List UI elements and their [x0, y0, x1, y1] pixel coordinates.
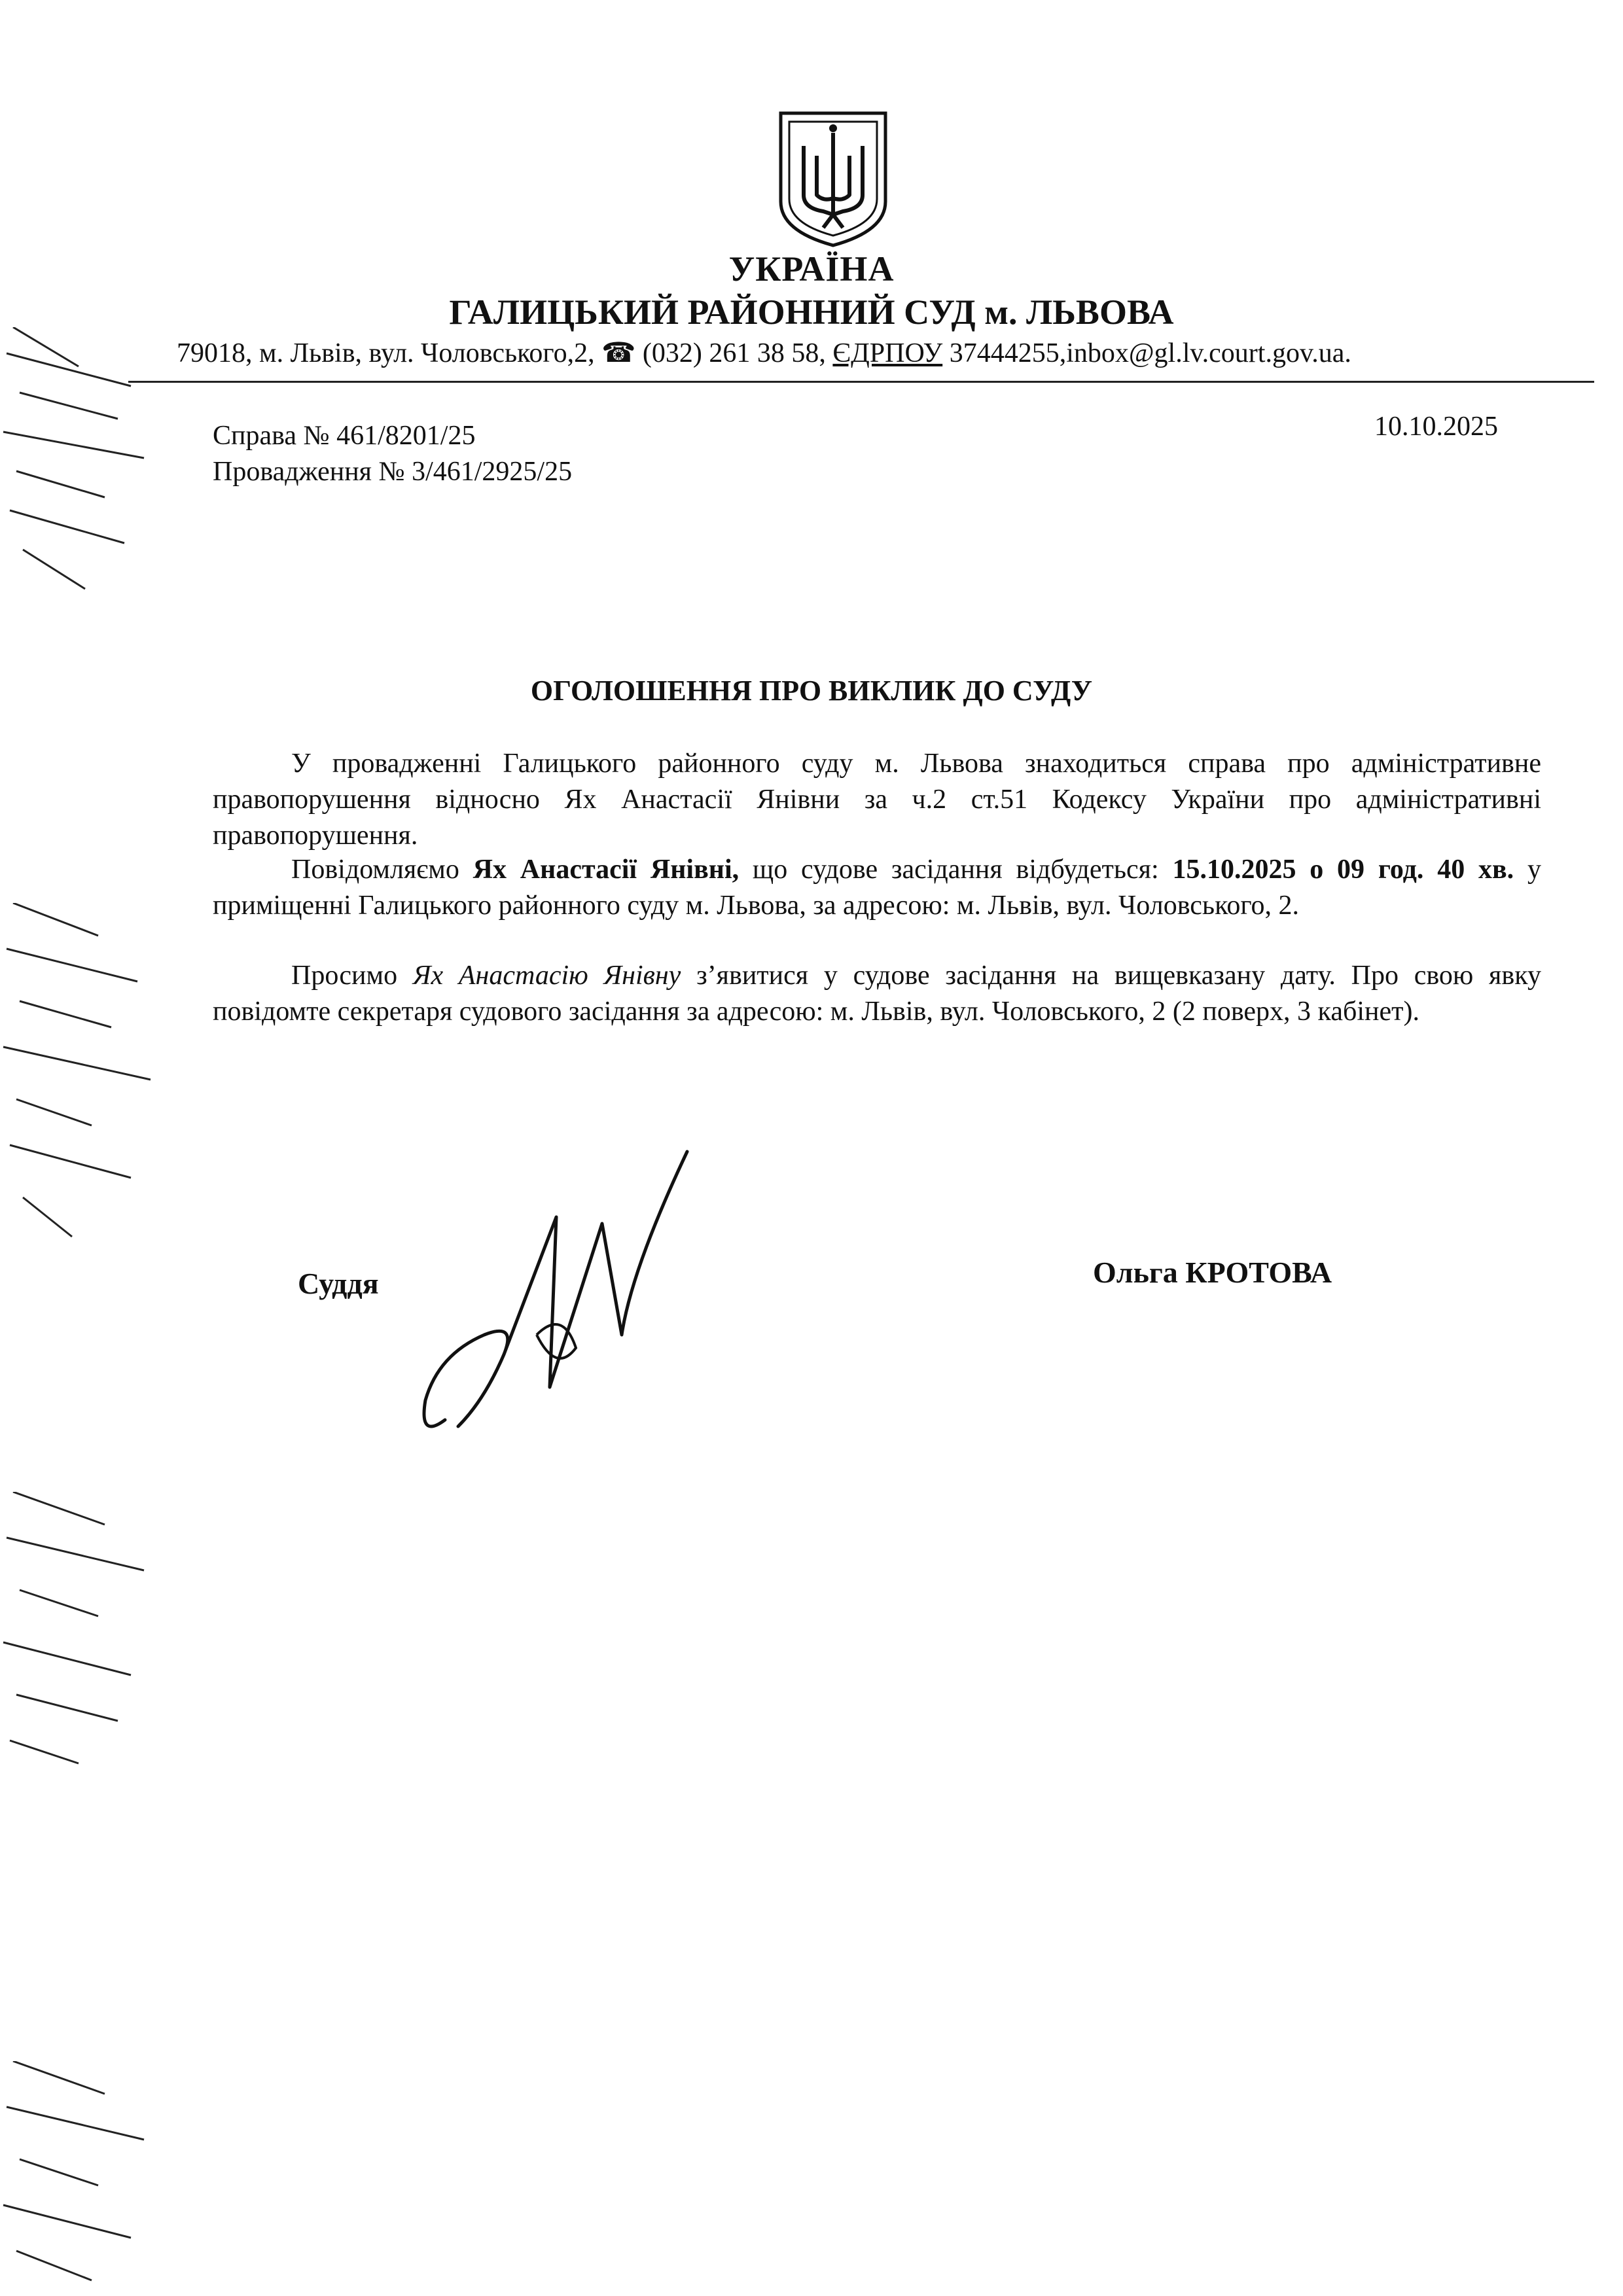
court-name: ГАЛИЦЬКИЙ РАЙОННИЙ СУД м. ЛЬВОВА [449, 292, 1174, 332]
paragraph-text: У провадженні Галицького районного суду м. Львова знаходиться справа про адміністративне правопорушення відносно Ях Анастасії Янівни за ч.2 ст.51 Кодексу України про адміністративні правопорушення. [213, 749, 1541, 851]
scan-noise [0, 903, 157, 1243]
paragraph-text: Повідомляємо [291, 855, 473, 885]
defendant-name: Ях Анастасії Янівні, [473, 855, 740, 885]
paragraph-text: у приміщенні Галицького районного суду м. Львова, за адресою: м. Львів, вул. Чоловського, 2. [213, 855, 1541, 921]
proceeding-number: Провадження № 3/461/2925/25 [213, 457, 573, 487]
telephone-icon: ☎ [601, 338, 636, 368]
court-address: 79018, м. Львів, вул. Чоловського,2, [177, 338, 595, 368]
document-date: 10.10.2025 [1374, 412, 1498, 442]
court-email: inbox@gl.lv.court.gov.ua. [1066, 338, 1351, 368]
coat-of-arms-icon [777, 110, 889, 249]
edrpou-label: ЄДРПОУ [832, 338, 943, 368]
paragraph-hearing-notice [213, 852, 1541, 924]
paragraph-text: що судове засідання відбудеться: [739, 855, 1173, 885]
defendant-name-italic: Ях Анастасію Янівну [412, 961, 681, 991]
court-phone: (032) 261 38 58, [642, 338, 826, 368]
edrpou-code: 37444255, [949, 338, 1067, 368]
case-number: Справа № 461/8201/25 [213, 421, 476, 451]
paragraph-text: з’явитися у судове засідання на вищевказану дату. Про свою явку повідомте секретаря судового засідання за адресою: м. Львів, вул. Чоловського, 2 (2 поверх, 3 кабінет). [213, 961, 1542, 1027]
hearing-datetime: 15.10.2025 о 09 год. 40 хв. [1172, 855, 1514, 885]
paragraph-case-info [213, 746, 1541, 854]
scan-noise [0, 2061, 157, 2284]
scan-noise [0, 327, 157, 602]
document-title: ОГОЛОШЕННЯ ПРО ВИКЛИК ДО СУДУ [530, 675, 1093, 707]
signature-icon [406, 1139, 713, 1453]
scan-noise [0, 1492, 157, 1767]
paragraph-text: Просимо [291, 961, 413, 991]
header-divider [128, 381, 1594, 383]
country-name: УКРАЇНА [728, 249, 895, 289]
paragraph-request [213, 958, 1541, 1030]
court-contacts [177, 336, 1351, 369]
judge-name: Ольга КРОТОВА [1093, 1256, 1332, 1289]
judge-label: Суддя [298, 1267, 379, 1300]
